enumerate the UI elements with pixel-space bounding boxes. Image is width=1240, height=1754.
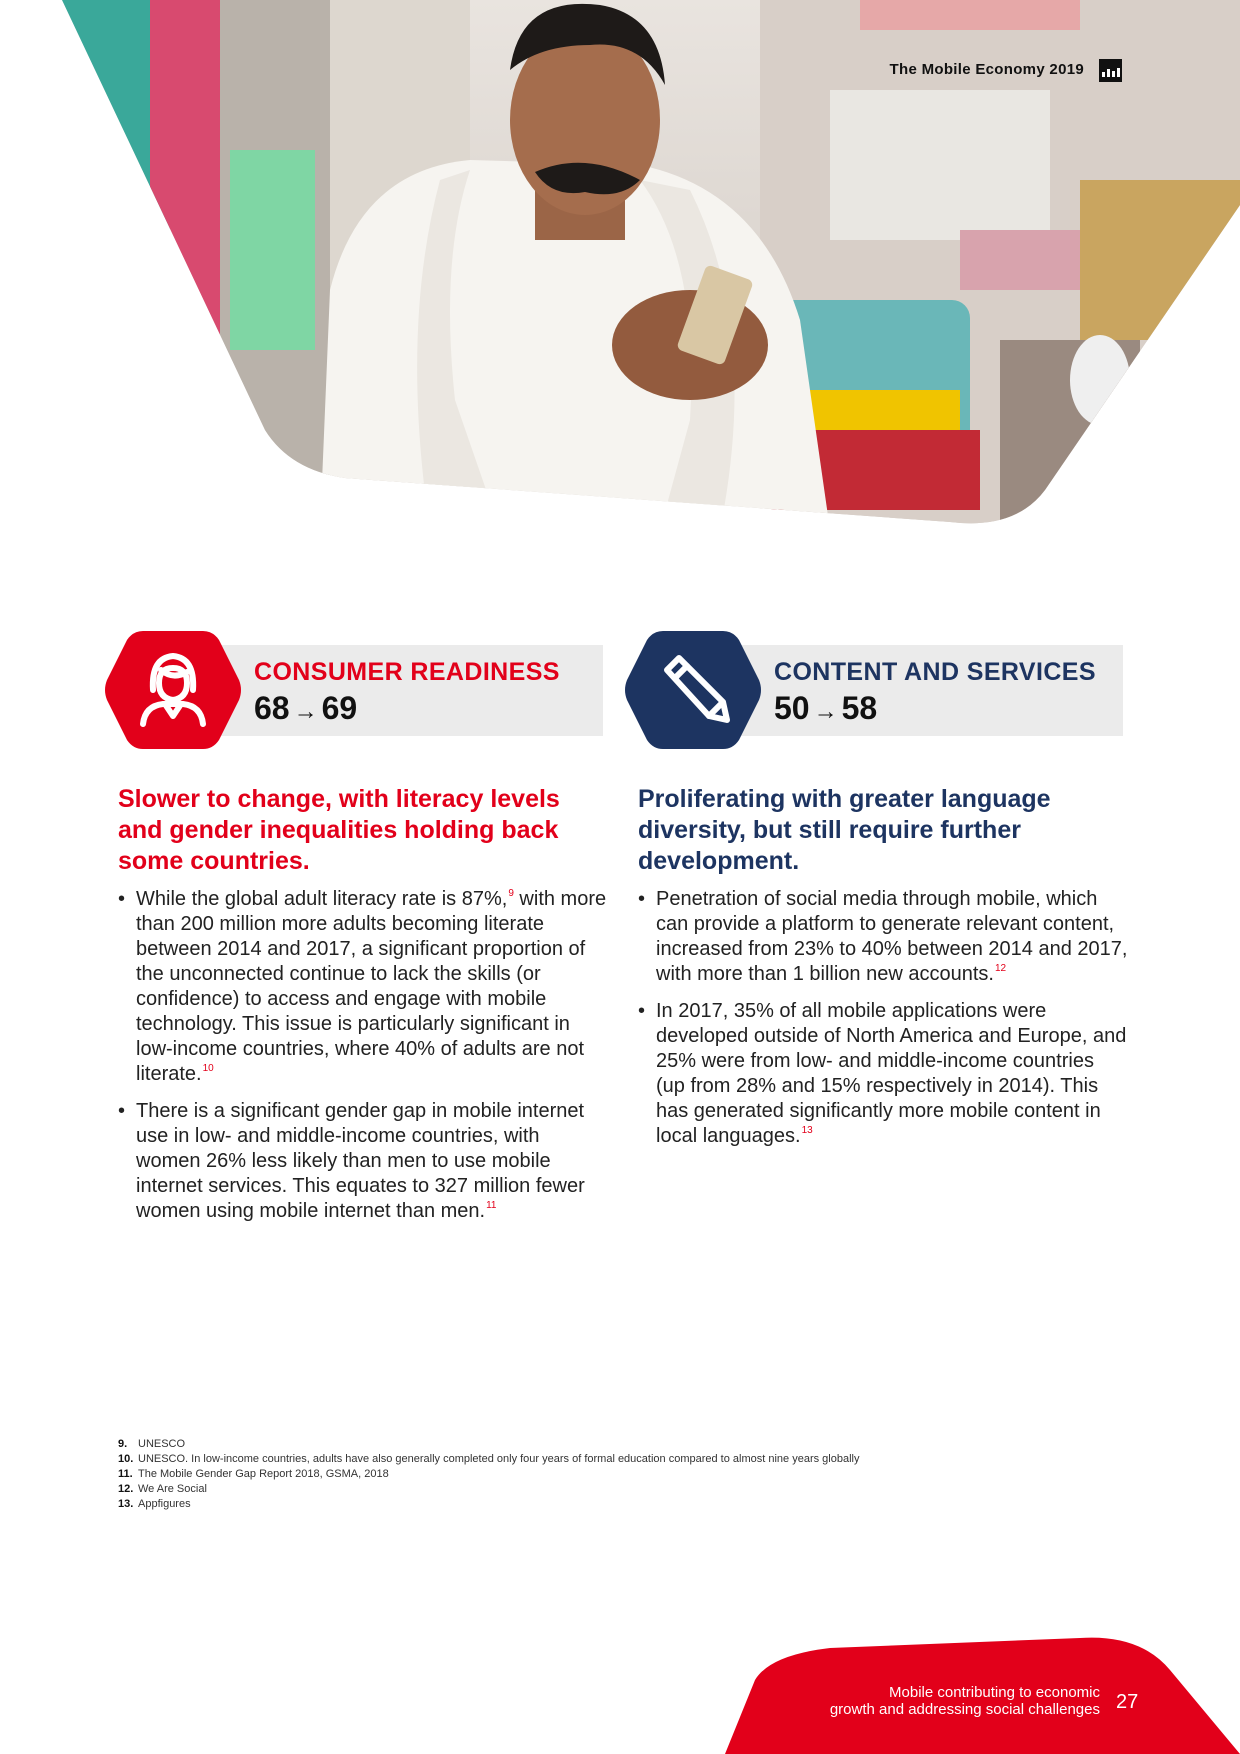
list-item — [638, 887, 1128, 987]
section-heading: Proliferating with greater language diversity, but still require further development. — [638, 785, 1051, 875]
page-number: 27 — [1116, 1691, 1139, 1713]
footnote-ref: 9 — [508, 888, 514, 899]
section-title-line: Mobile contributing to economic — [889, 1684, 1100, 1701]
bullet-text: There is a significant gender gap in mobile internet use in low- and middle-income countries, with women 26% less likely than men to use mobile internet services. This equates to 327 million fewer women using mobile internet than men. — [136, 1100, 585, 1222]
list-item — [118, 1099, 608, 1224]
score-to: 69 — [321, 690, 358, 726]
bullet-text: with more than 200 million more adults becoming literate between 2014 and 2017, a significant proportion of the unconnected continue to lack the skills (or confidence) to access and engage with mobile technology. This issue is particularly significant in low-income countries, where 40% of adults are not literate. — [136, 888, 607, 1085]
score-from: 50 — [774, 690, 810, 726]
bullet-icon: • — [638, 1000, 646, 1022]
section-title-line: growth and addressing social challenges — [829, 1701, 1100, 1718]
bullet-list — [638, 887, 1128, 1149]
section-title — [740, 1684, 1100, 1718]
bullet-list — [118, 887, 608, 1224]
footnote — [118, 1452, 1118, 1467]
footnote-number: 10. — [118, 1453, 134, 1465]
bullet-icon: • — [118, 1100, 126, 1122]
footnote — [118, 1482, 1118, 1497]
footnote — [118, 1467, 1118, 1482]
footnote-ref: 12 — [994, 963, 1007, 974]
footnote-text: The Mobile Gender Gap Report 2018, GSMA, 2018 — [138, 1468, 389, 1480]
bullet-icon: • — [118, 888, 126, 910]
footnote-number: 11. — [118, 1468, 133, 1480]
consumer-readiness-text — [118, 784, 608, 1236]
content-and-services-text — [638, 784, 1128, 1161]
gsma-logo-icon — [1099, 59, 1122, 82]
footnote-number: 12. — [118, 1483, 134, 1495]
pillar-title: CONSUMER READINESS — [254, 658, 560, 686]
section-heading: Slower to change, with literacy levels and gender inequalities holding back some countries. — [118, 785, 560, 875]
footnote-number: 13. — [118, 1498, 134, 1510]
score-from: 68 — [254, 690, 290, 726]
footnote-ref: 11 — [486, 1200, 497, 1211]
bullet-icon: • — [638, 888, 646, 910]
bullet-text: While the global adult literacy rate is 87%, — [136, 888, 508, 910]
footnotes — [118, 1437, 1118, 1512]
pillar-score — [774, 690, 877, 727]
footnote-text: UNESCO — [138, 1438, 186, 1450]
publication-title: The Mobile Economy 2019 — [889, 61, 1084, 78]
footnote-ref: 10 — [202, 1063, 214, 1074]
footnote-number: 9. — [118, 1438, 128, 1450]
footnote-text: Appfigures — [138, 1498, 191, 1510]
footnote — [118, 1437, 1118, 1452]
pillar-content-and-services — [623, 628, 1123, 752]
arrow-right-icon: → — [293, 698, 318, 725]
hero-photo — [0, 0, 1240, 530]
pillar-consumer-readiness — [103, 628, 603, 752]
list-item — [118, 887, 608, 1087]
pillar-title: CONTENT AND SERVICES — [774, 658, 1096, 686]
pillar-score — [254, 690, 357, 727]
person-icon — [103, 628, 243, 752]
list-item — [638, 999, 1128, 1149]
footnote-ref: 13 — [801, 1125, 813, 1136]
footnote-text: We Are Social — [138, 1483, 207, 1495]
footnote-text: UNESCO. In low-income countries, adults have also generally completed only four years of formal education compared to almost nine years globally — [138, 1453, 860, 1465]
bullet-text: In 2017, 35% of all mobile applications were developed outside of North America and Europe, and 25% were from low- and middle-income countries (up from 28% and 15% respectively in 2014). This has generated significantly more mobile content in local languages. — [656, 1000, 1127, 1147]
arrow-right-icon: → — [813, 698, 838, 725]
bullet-text: Penetration of social media through mobile, which can provide a platform to generate relevant content, increased from 23% to 40% between 2014 and 2017, with more than 1 billion new accounts. — [656, 888, 1128, 985]
score-to: 58 — [841, 690, 878, 726]
footnote — [118, 1497, 1118, 1512]
pencil-icon — [623, 628, 763, 752]
